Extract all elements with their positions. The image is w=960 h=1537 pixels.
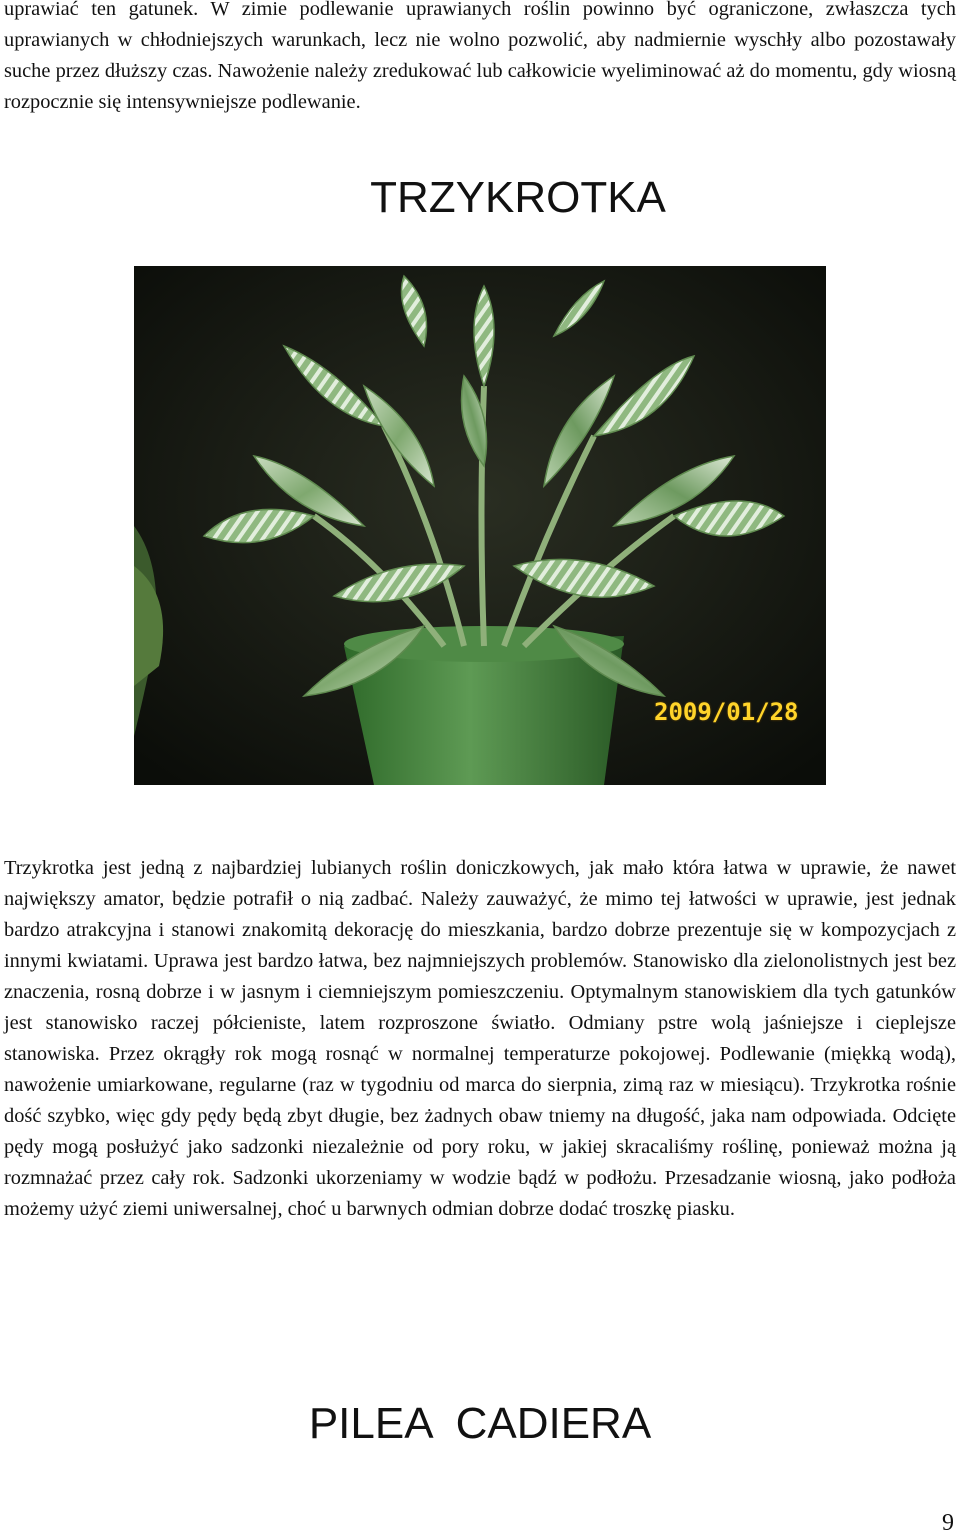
intro-paragraph: uprawiać ten gatunek. W zimie podlewanie uprawianych roślin powinno być ograniczone, zwłaszcza tych uprawianych w chłodniejszych warunkach, lecz nie wolno pozwolić, aby nadmiernie wyschły albo pozostawały suche przez dłuższy czas. Nawożenie należy zredukować lub całkowicie wyeliminować aż do momentu, gdy wiosną rozpocznie się intensywniejsze podlewanie. [4,0,956,113]
section-heading-trzykrotka: TRZYKROTKA [370,173,666,222]
trzykrotka-body-paragraph: Trzykrotka jest jedną z najbardziej lubianych roślin doniczkowych, jak mało która łatwa w uprawie, że nawet największy amator, będzie potrafił o nią zadbać. Należy zauważyć, że mimo tej łatwości w uprawie, jest jednak bardzo atrakcyjna i stanowi znakomitą dekorację do mieszkania, bardzo dobrze prezentuje się w kompozycjach z innymi kwiatami. Uprawa jest bardzo łatwa, bez najmniejszych problemów. Stanowisko dla zielonolistnych jest bez znaczenia, rosną dobrze i w jasnym i ciemniejszym pomieszczeniu. Optymalnym stanowiskiem dla tych gatunków jest stanowisko raczej półcieniste, latem rozproszone światło. Odmiany pstre wolą jaśniejsze i cieplejsze stanowiska. Przez okrągły rok mogą rosnąć w normalnej temperaturze pokojowej. Podlewanie (miękką wodą), nawożenie umiarkowane, regularne (raz w tygodniu od marca do sierpnia, zimą raz w miesiącu). Trzykrotka rośnie dość szybko, więc gdy pędy będą zbyt długie, bez żadnych obaw tniemy na długość, jaka nam odpowiada. Odcięte pędy mogą posłużyć jako sadzonki niezależnie od pory roku, w jakiej skracaliśmy roślinę, ponieważ można ją rozmnażać przez cały rok. Sadzonki ukorzeniamy w wodzie bądź w podłożu. Przesadzanie wiosną, jako podłoża możemy użyć ziemi uniwersalnej, choć u barwnych odmian dobrze dodać troszkę piasku. [4,857,956,1220]
plant-photo [134,266,826,785]
section-heading-pilea-cadiera: PILEA CADIERA [308,1399,652,1448]
page-number: 9 [942,1510,954,1536]
photo-date-stamp: 2009/01/28 [654,698,799,726]
